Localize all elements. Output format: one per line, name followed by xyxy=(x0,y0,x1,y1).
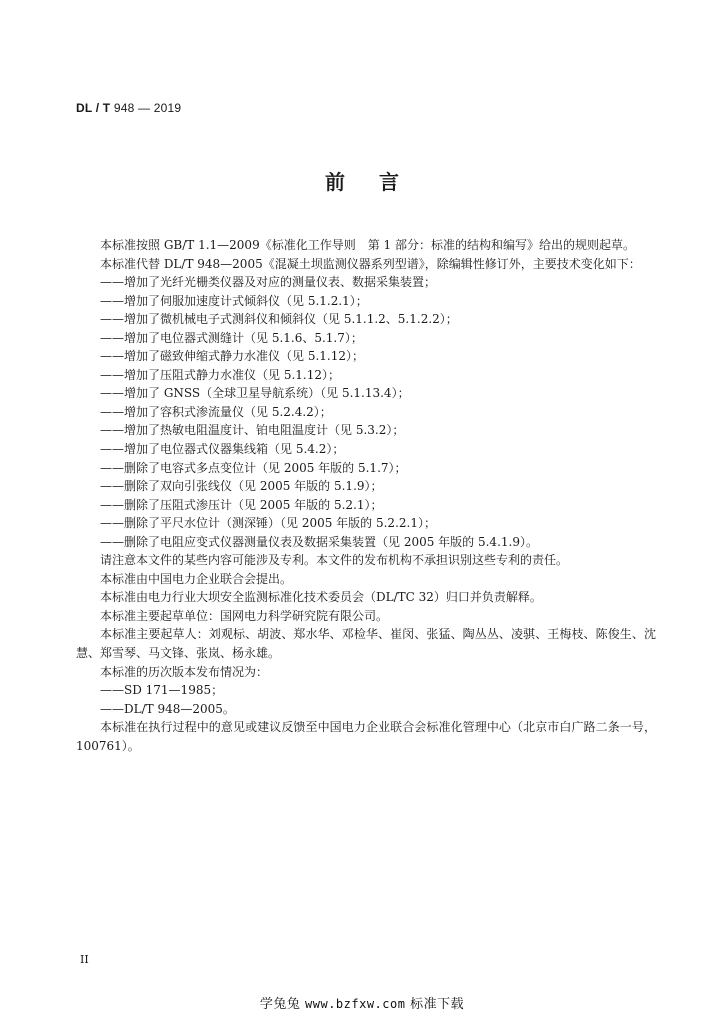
footer-site-name: 学兔兔 xyxy=(259,997,301,1012)
change-item: ——增加了光纤光栅类仪器及对应的测量仪表、数据采集装置； xyxy=(100,275,437,290)
change-item: ——删除了压阻式渗压计（见 2005 年版的 5.2.1）； xyxy=(100,497,383,512)
change-item: ——删除了电容式多点变位计（见 2005 年版的 5.1.7）； xyxy=(100,460,407,475)
standard-prefix: DL / T xyxy=(76,101,111,115)
change-item: ——增加了电位器式仪器集线箱（见 5.4.2）； xyxy=(100,442,345,457)
paragraph-drafters: 本标准主要起草人：刘观标、胡波、郑水华、邓检华、崔闵、张猛、陶丛丛、凌骐、王梅枝、陈俊生、沈慧、郑雪琴、马文锋、张岚、杨永雄。 xyxy=(76,627,656,661)
footer-slogan: 标准下载 xyxy=(410,997,465,1012)
version-item: ——DL/T 948—2005。 xyxy=(100,701,235,716)
change-item: ——删除了双向引张线仪（见 2005 年版的 5.1.9）； xyxy=(100,479,383,494)
paragraph-drafting-unit: 本标准主要起草单位：国网电力科学研究院有限公司。 xyxy=(100,608,389,623)
version-item: ——SD 171—1985； xyxy=(100,683,224,698)
change-item: ——增加了磁致伸缩式静力水准仪（见 5.1.12）； xyxy=(100,349,364,364)
change-item: ——增加了 GNSS（全球卫星导航系统）（见 5.1.13.4）； xyxy=(100,386,410,401)
change-item: ——增加了热敏电阻温度计、铂电阻温度计（见 5.3.2）； xyxy=(100,423,405,438)
change-item: ——增加了伺服加速度计式倾斜仪（见 5.1.2.1）； xyxy=(100,293,368,308)
standard-number: 948 — 2019 xyxy=(113,101,182,115)
watermark-footer xyxy=(0,993,724,1012)
change-item: ——增加了电位器式测缝计（见 5.1.6、5.1.7）； xyxy=(100,330,363,345)
page-title: 前言 xyxy=(325,170,433,194)
paragraph-patent-notice: 请注意本文件的某些内容可能涉及专利。本文件的发布机构不承担识别这些专利的责任。 xyxy=(100,553,569,568)
paragraph-drafting-rules: 本标准按照 GB/T 1.1—2009《标准化工作导则 第 1 部分：标准的结构和编写》给出的规则起草。 xyxy=(100,238,635,252)
change-item: ——删除了平尺水位计（测深锤）（见 2005 年版的 5.2.2.1）； xyxy=(100,516,436,531)
paragraph-administered-by: 本标准由电力行业大坝安全监测标准化技术委员会（DL/TC 32）归口并负责解释。 xyxy=(100,590,542,605)
page-number: II xyxy=(80,953,89,966)
change-item: ——删除了电阻应变式仪器测量仪表及数据采集装置（见 2005 年版的 5.4.1.9）。 xyxy=(100,534,538,549)
paragraph-version-history: 本标准的历次版本发布情况为： xyxy=(100,664,269,679)
change-item: ——增加了压阻式静力水准仪（见 5.1.12）； xyxy=(100,367,340,382)
paragraph-proposed-by: 本标准由中国电力企业联合会提出。 xyxy=(100,571,293,586)
footer-url[interactable]: www.bzfxw.com xyxy=(305,997,406,1011)
change-item: ——增加了容积式渗流量仪（见 5.2.4.2）； xyxy=(100,404,332,419)
change-item: ——增加了微机械电子式测斜仪和倾斜仪（见 5.1.1.2、5.1.2.2）； xyxy=(100,312,458,327)
paragraph-replaces: 本标准代替 DL/T 948—2005《混凝土坝监测仪器系列型谱》，除编辑性修订外，主要技术变化如下： xyxy=(100,256,641,271)
foreword-body xyxy=(76,236,656,755)
paragraph-feedback: 本标准在执行过程中的意见或建议反馈至中国电力企业联合会标准化管理中心（北京市白广路二条一号，100761）。 xyxy=(76,720,656,753)
standard-header xyxy=(76,101,181,115)
